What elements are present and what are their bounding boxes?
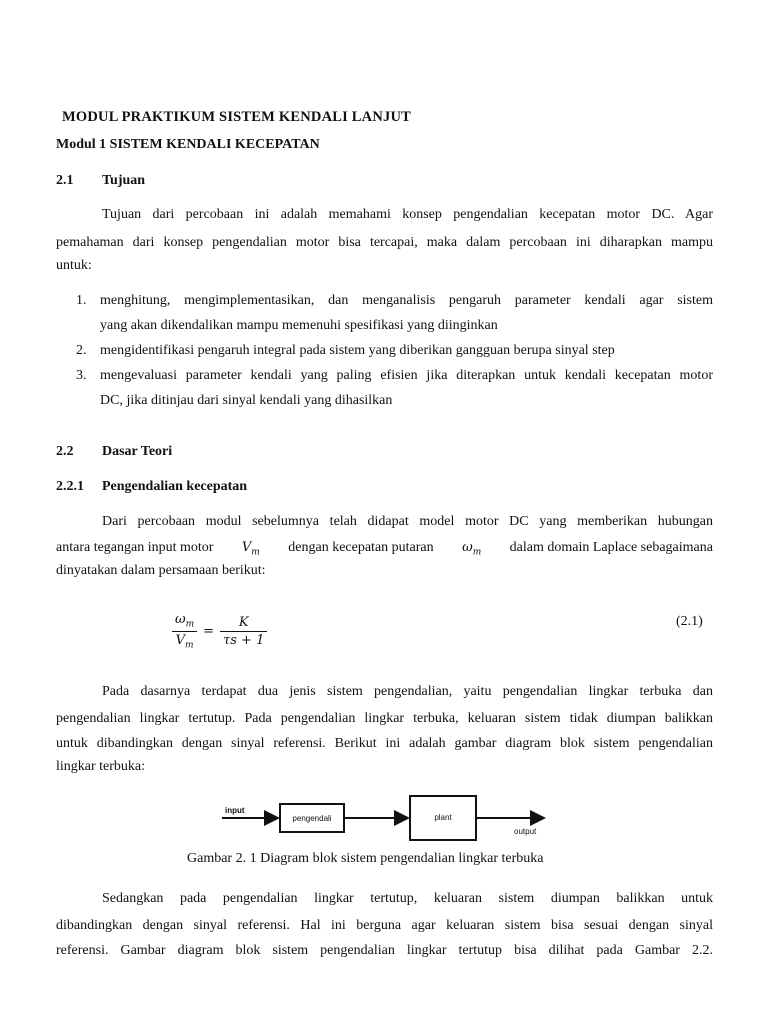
paragraph-line: Tujuan dari percobaan ini adalah memahami konsep pengendalian kecepatan motor DC. Agar — [102, 207, 713, 222]
paragraph-line: Dari percobaan modul sebelumnya telah didapat model motor DC yang memberikan hubungan — [102, 514, 713, 529]
figure-caption: Gambar 2. 1 Diagram blok sistem pengendalian lingkar terbuka — [187, 851, 544, 866]
paragraph-line: pemahaman dari konsep pengendalian motor bisa tercapai, maka dalam percobaan ini diharapkan mampu — [56, 235, 713, 250]
list-number: 1. — [76, 293, 87, 308]
module-heading: Modul 1 SISTEM KENDALI KECEPATAN — [56, 137, 320, 152]
paragraph-line: untuk: — [56, 258, 92, 273]
section-number: 2.2 — [56, 444, 74, 459]
math-var-vm: $V_m$ — [241, 540, 260, 558]
section-title: Tujuan — [102, 173, 146, 188]
list-item-line: yang akan dikendalikan mampu memenuhi spesifikasi yang diinginkan — [100, 318, 498, 333]
equation-rhs: $\frac{K}{\tau s + 1}$ — [220, 615, 267, 648]
section-number: 2.1 — [56, 173, 74, 188]
text-segment: dalam domain Laplace sebagaimana — [509, 540, 713, 555]
math-var-omega: $\omega_m$ — [462, 540, 482, 558]
paragraph-line: pengendalian lingkar tertutup. Pada pengendalian lingkar terbuka, keluaran sistem tidak diumpan balikkan — [56, 711, 713, 726]
equation-lhs: $\frac{\omega_m}{V_m}$ — [172, 612, 197, 650]
open-loop-block-diagram — [220, 794, 550, 842]
paragraph-line: Sedangkan pada pengendalian lingkar tertutup, keluaran sistem diumpan balikkan untuk — [102, 891, 713, 906]
paragraph-line-with-math — [56, 538, 713, 563]
paragraph-line: lingkar terbuka: — [56, 759, 146, 774]
list-item-line: mengevaluasi parameter kendali yang paling efisien jika diterapkan untuk kendali kecepatan motor — [100, 368, 713, 383]
text-segment: dengan kecepatan putaran — [288, 540, 434, 555]
input-label: input — [225, 806, 245, 815]
list-item-line: menghitung, mengimplementasikan, dan menganalisis pengaruh parameter kendali agar sistem — [100, 293, 713, 308]
plant-label: plant — [434, 813, 452, 822]
list-item-line: DC, jika ditinjau dari sinyal kendali yang dihasilkan — [100, 393, 393, 408]
list-number: 2. — [76, 343, 87, 358]
text-segment: antara tegangan input motor — [56, 540, 214, 555]
subsection-title: Pengendalian kecepatan — [102, 479, 248, 494]
subsection-number: 2.2.1 — [56, 479, 84, 494]
paragraph-line: Pada dasarnya terdapat dua jenis sistem pengendalian, yaitu pengendalian lingkar terbuka dan — [102, 684, 713, 699]
paragraph-line: dibandingkan dengan sinyal referensi. Hal ini berguna agar keluaran sistem bisa sesuai dengan sinyal — [56, 918, 713, 933]
document-title: MODUL PRAKTIKUM SISTEM KENDALI LANJUT — [62, 109, 411, 125]
section-title: Dasar Teori — [102, 444, 173, 459]
paragraph-line: untuk dibandingkan dengan sinyal referensi. Berikut ini adalah gambar diagram blok sistem pengendalian — [56, 736, 713, 751]
equation-2-1 — [172, 612, 267, 650]
controller-label: pengendali — [292, 814, 332, 823]
list-item-line: mengidentifikasi pengaruh integral pada sistem yang diberikan gangguan berupa sinyal step — [100, 343, 615, 358]
paragraph-line: dinyatakan dalam persamaan berikut: — [56, 563, 266, 578]
paragraph-line: referensi. Gambar diagram blok sistem pengendalian lingkar tertutup bisa dilihat pada Gambar 2.2. — [56, 943, 713, 958]
equation-equals: = — [203, 623, 215, 639]
list-number: 3. — [76, 368, 87, 383]
output-label: output — [514, 827, 537, 836]
equation-label: (2.1) — [676, 614, 703, 629]
